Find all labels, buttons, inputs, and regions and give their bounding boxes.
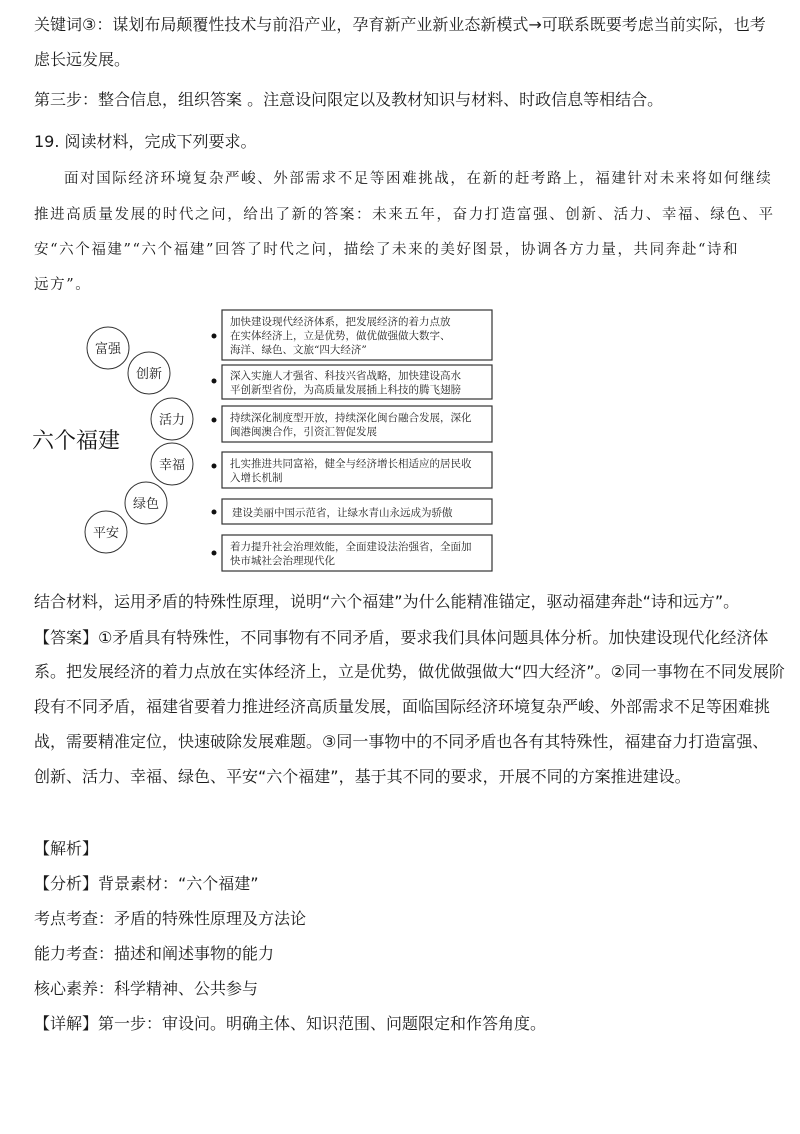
answer-line: 段有不同矛盾，福建省要着力推进经济高质量发展，面临国际经济环境复杂严峻、外部需求不足等困难挑 — [34, 697, 771, 716]
answer-line: 创新、活力、幸福、绿色、平安“六个福建”，基于其不同的要求，开展不同的方案推进建设。 — [34, 767, 691, 786]
analysis-item: 能力考查：描述和阐述事物的能力 — [34, 944, 275, 963]
analysis-item: 【详解】第一步：审设问。明确主体、知识范围、问题限定和作答角度。 — [34, 1014, 547, 1033]
keyword-3-line-cont: 虑长远发展。 — [34, 50, 131, 69]
svg-text:入增长机制: 入增长机制 — [230, 472, 283, 484]
svg-text:着力提升社会治理效能，全面建设法治强省，全面加: 着力提升社会治理效能，全面建设法治强省，全面加 — [230, 541, 472, 553]
step-3-line: 第三步：整合信息，组织答案 。注意设问限定以及教材知识与材料、时政信息等相结合。 — [34, 90, 664, 109]
svg-text:平安: 平安 — [92, 526, 120, 541]
circle-huoli — [151, 398, 193, 440]
svg-text:创新: 创新 — [135, 367, 163, 382]
keyword-3-line: 关键词③：谋划布局颠覆性技术与前沿产业，孕育新产业新业态新模式→可联系既要考虑当前实际，也考 — [34, 15, 766, 34]
diagram-title: 六个福建 — [32, 429, 121, 454]
svg-text:幸福: 幸福 — [158, 458, 186, 473]
box-fuqiang — [222, 310, 492, 360]
svg-text:快市城社会治理现代化: 快市城社会治理现代化 — [230, 555, 335, 567]
material-line: 面对国际经济环境复杂严峻、外部需求不足等困难挑战，在新的赶考路上，福建针对未来将如何继续 — [64, 171, 773, 187]
six-fujian-diagram — [28, 306, 498, 576]
svg-text:平创新型省份，为高质量发展插上科技的腾飞翅膀: 平创新型省份，为高质量发展插上科技的腾飞翅膀 — [230, 384, 461, 396]
circle-lvse — [125, 482, 167, 524]
svg-text:扎实推进共同富裕，健全与经济增长相适应的居民收: 扎实推进共同富裕，健全与经济增长相适应的居民收 — [230, 458, 472, 470]
circle-chuangxin — [128, 352, 170, 394]
circle-pingan — [85, 511, 127, 553]
question-prompt: 结合材料，运用矛盾的特殊性原理，说明“六个福建”为什么能精准锚定，驱动福建奔赴“诗和远方”。 — [34, 592, 740, 611]
question-heading: 19. 阅读材料，完成下列要求。 — [34, 132, 257, 151]
circle-fuqiang — [87, 327, 129, 369]
answer-line: 系。把发展经济的着力点放在实体经济上，立是优势，做优做强做大“四大经济”。②同一事物在不同发展阶 — [34, 662, 785, 681]
analysis-item: 考点考查：矛盾的特殊性原理及方法论 — [34, 909, 307, 928]
svg-text:海洋、绿色、文旅“四大经济”: 海洋、绿色、文旅“四大经济” — [230, 344, 367, 356]
box-chuangxin — [222, 365, 492, 399]
svg-text:建设美丽中国示范省，让绿水青山永远成为骄傲: 建设美丽中国示范省，让绿水青山永远成为骄傲 — [232, 507, 453, 519]
circle-xingfu — [151, 443, 193, 485]
analysis-item: 核心素养：科学精神、公共参与 — [34, 979, 259, 998]
answer-line: 战，需要精准定位，快速破除发展难题。③同一事物中的不同矛盾也各有其特殊性，福建奋力打造富强、 — [34, 732, 769, 751]
svg-text:持续深化制度型开放，持续深化闽台融合发展，深化: 持续深化制度型开放，持续深化闽台融合发展，深化 — [230, 412, 472, 424]
answer-line: 【答案】①矛盾具有特殊性，不同事物有不同矛盾，要求我们具体问题具体分析。加快建设现代化经济体 — [34, 628, 769, 647]
box-huoli — [222, 406, 492, 442]
svg-text:深入实施人才强省、科技兴省战略，加快建设高水: 深入实施人才强省、科技兴省战略，加快建设高水 — [230, 370, 461, 382]
analysis-item: 【分析】背景素材：“六个福建” — [34, 874, 259, 893]
svg-text:闽港闽澳合作，引资汇智促发展: 闽港闽澳合作，引资汇智促发展 — [230, 426, 377, 438]
analysis-heading: 【解析】 — [34, 839, 99, 858]
box-lvse — [222, 499, 492, 524]
svg-text:富强: 富强 — [94, 342, 122, 357]
bullet-dots — [212, 334, 217, 556]
svg-text:绿色: 绿色 — [132, 497, 160, 512]
material-line: 推进高质量发展的时代之问，给出了新的答案：未来五年，奋力打造富强、创新、活力、幸福、绿色、平 — [34, 207, 775, 223]
box-pingan — [222, 535, 492, 571]
svg-text:加快建设现代经济体系，把发展经济的着力点放: 加快建设现代经济体系，把发展经济的着力点放 — [230, 316, 451, 328]
box-xingfu — [222, 452, 492, 488]
svg-text:活力: 活力 — [158, 413, 186, 428]
svg-text:在实体经济上，立是优势，做优做强做大数字、: 在实体经济上，立是优势，做优做强做大数字、 — [230, 330, 451, 342]
material-line: 安“六个福建”“六个福建”回答了时代之问，描绘了未来的美好图景，协调各方力量，共同奔赴“诗和 — [34, 242, 740, 258]
material-line: 远方”。 — [34, 277, 92, 293]
